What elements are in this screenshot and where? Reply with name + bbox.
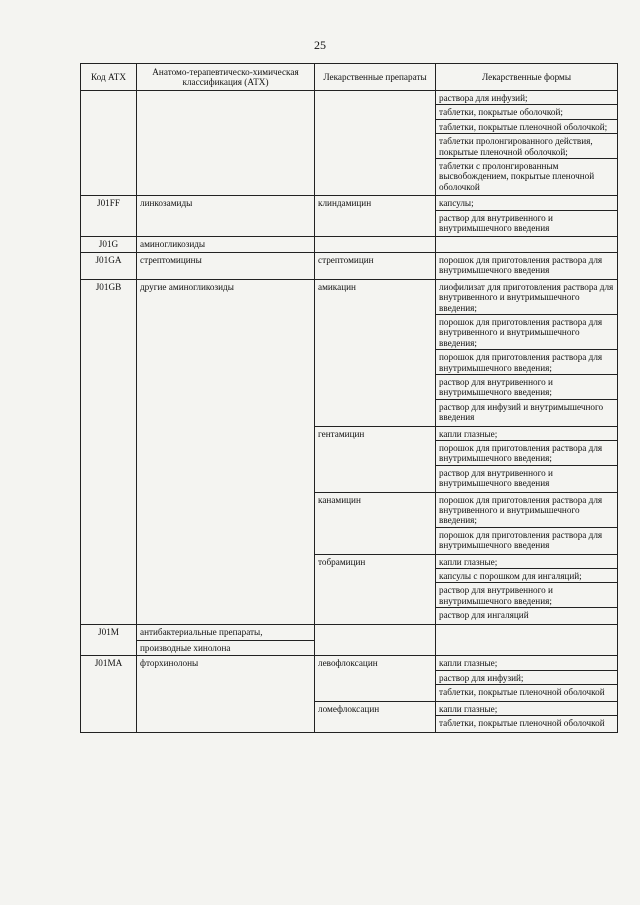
dosage-form-item: порошок для приготовления раствора для внутримышечного введения <box>439 529 603 551</box>
dosage-form-item: таблетки, покрытые пленочной оболочкой <box>439 687 605 698</box>
dosage-forms <box>436 237 618 252</box>
dosage-forms <box>436 624 618 656</box>
dosage-forms <box>436 656 618 701</box>
dosage-form-item: порошок для приготовления раствора для внутривенного и внутримышечного введения; <box>436 493 617 528</box>
classification-text: антибактериальные препараты, <box>140 626 263 637</box>
table-row <box>81 196 618 237</box>
header-forms: Лекарственные формы <box>436 64 618 91</box>
atx-classification <box>137 624 315 656</box>
drug-name <box>315 91 436 196</box>
atx-table <box>80 63 618 733</box>
table-row <box>81 656 618 701</box>
table-row <box>81 624 618 656</box>
drug-name: левофлоксацин <box>315 656 436 701</box>
atx-classification <box>137 237 315 252</box>
classification-text: другие аминогликозиды <box>140 281 234 292</box>
dosage-form-item: раствор для внутривенного и внутримышечного введения <box>439 467 553 489</box>
dosage-form-item: раствор для внутривенного и внутримышечного введения; <box>436 375 617 400</box>
dosage-form-item: порошок для приготовления раствора для внутримышечного введения <box>439 254 603 276</box>
atx-code: J01FF <box>81 196 137 237</box>
dosage-form-item: таблетки, покрытые пленочной оболочкой; <box>436 120 617 134</box>
atx-classification <box>137 196 315 237</box>
dosage-form-item: раствор для внутривенного и внутримышечного введения <box>439 212 553 234</box>
atx-classification <box>137 279 315 624</box>
atx-classification <box>137 252 315 279</box>
dosage-forms <box>436 492 618 554</box>
dosage-form-item: капли глазные; <box>436 656 617 670</box>
dosage-form-item: капли глазные; <box>436 555 617 569</box>
drug-name: гентамицин <box>315 426 436 492</box>
classification-text-line2: производные хинолона <box>137 640 314 653</box>
atx-classification <box>137 656 315 732</box>
classification-text: фторхинолоны <box>140 658 199 669</box>
table-row <box>81 252 618 279</box>
dosage-form-item: капли глазные; <box>436 427 617 441</box>
dosage-form-item: порошок для приготовления раствора для внутримышечного введения; <box>436 350 617 375</box>
table-row <box>81 279 618 426</box>
drug-name: тобрамицин <box>315 554 436 624</box>
header-drugs: Лекарственные препараты <box>315 64 436 91</box>
dosage-form-item: раствор для инфузий; <box>436 671 617 685</box>
dosage-form-item: таблетки пролонгированного действия, покрытые пленочной оболочкой; <box>436 134 617 159</box>
dosage-form-item: раствор для инфузий и внутримышечного введения <box>439 401 604 423</box>
atx-code: J01GA <box>81 252 137 279</box>
drug-name: амикацин <box>315 279 436 426</box>
dosage-forms <box>436 196 618 237</box>
atx-code: J01G <box>81 237 137 252</box>
dosage-form-item: капсулы с порошком для ингаляций; <box>436 569 617 583</box>
classification-text: линкозамиды <box>140 198 193 209</box>
atx-code: J01GB <box>81 279 137 624</box>
table-row <box>81 91 618 196</box>
dosage-form-item: порошок для приготовления раствора для внутримышечного введения; <box>436 441 617 466</box>
drug-name: стрептомицин <box>315 252 436 279</box>
table-row <box>81 237 618 252</box>
dosage-forms <box>436 252 618 279</box>
header-code: Код АТХ <box>81 64 137 91</box>
classification-text: аминогликозиды <box>140 239 206 250</box>
dosage-forms <box>436 279 618 426</box>
atx-code: J01MA <box>81 656 137 732</box>
dosage-form-item: таблетки, покрытые пленочной оболочкой <box>439 718 605 729</box>
dosage-form-item: порошок для приготовления раствора для внутривенного и внутримышечного введения; <box>436 315 617 350</box>
drug-name: клиндамицин <box>315 196 436 237</box>
drug-name <box>315 624 436 656</box>
dosage-forms <box>436 701 618 732</box>
dosage-form-item: капли глазные; <box>436 702 617 716</box>
dosage-forms <box>436 554 618 624</box>
dosage-form-item: таблетки, покрытые оболочкой; <box>436 105 617 119</box>
dosage-form-item: раствора для инфузий; <box>436 91 617 105</box>
atx-code <box>81 91 137 196</box>
drug-name: ломефлоксацин <box>315 701 436 732</box>
classification-text: стрептомицины <box>140 254 202 265</box>
dosage-form-item: раствор для внутривенного и внутримышечного введения; <box>436 583 617 608</box>
dosage-form-item: капсулы; <box>436 196 617 210</box>
table-body <box>81 91 618 733</box>
dosage-form-item: таблетки с пролонгированным высвобождением, покрытые пленочной оболочкой <box>439 161 595 192</box>
table-header-row <box>81 64 618 91</box>
drug-name: канамицин <box>315 492 436 554</box>
dosage-form-item: раствор для ингаляций <box>439 610 529 621</box>
dosage-forms <box>436 91 618 196</box>
dosage-forms <box>436 426 618 492</box>
drug-name <box>315 237 436 252</box>
atx-classification <box>137 91 315 196</box>
page-number: 25 <box>314 38 326 52</box>
atx-code: J01M <box>81 624 137 656</box>
header-classification: Анатомо-терапевтическо-химическая классификация (АТХ) <box>137 64 315 91</box>
dosage-form-item: лиофилизат для приготовления раствора для внутривенного и внутримышечного введения; <box>436 280 617 315</box>
